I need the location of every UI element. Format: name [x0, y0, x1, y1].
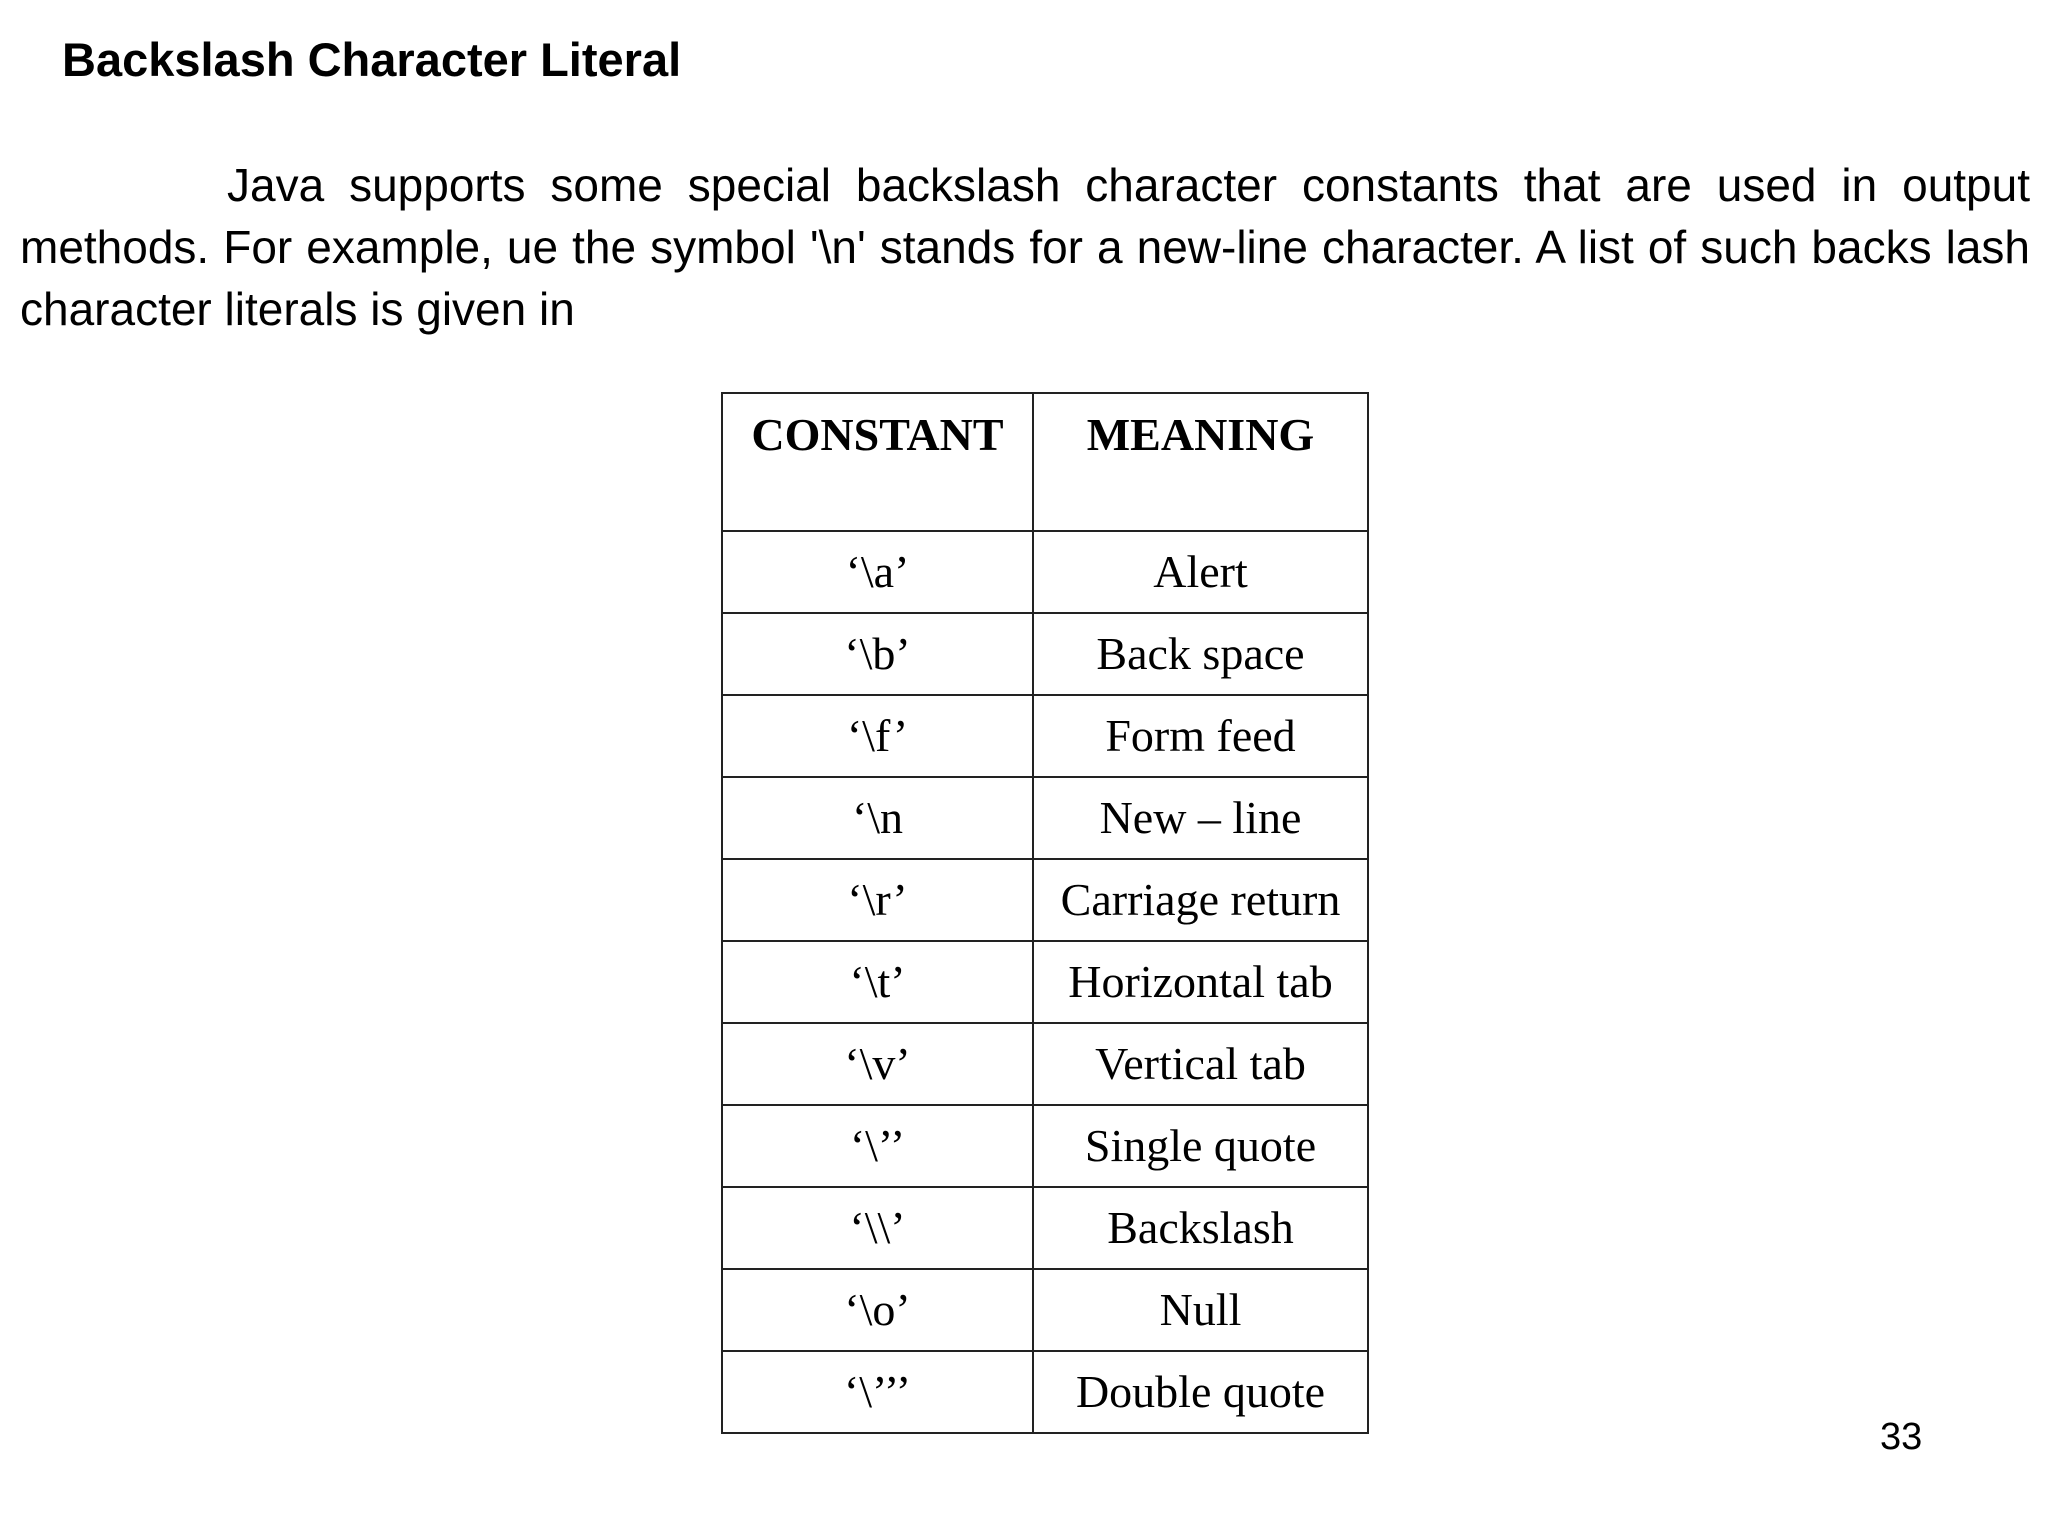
- intro-paragraph: Java supports some special backslash character constants that are used in output methods. For example, ue the symbol '\n' stands for a new-line character. A list of such backs lash character literals is given in: [20, 159, 2030, 335]
- table-row: [722, 1187, 1368, 1269]
- table-row: [722, 695, 1368, 777]
- meaning-cell: New – line: [1033, 777, 1368, 859]
- meaning-cell: Single quote: [1033, 1105, 1368, 1187]
- page-number: 33: [1880, 1416, 1923, 1458]
- table-row: [722, 1269, 1368, 1351]
- literals-table-container: [721, 392, 1369, 1434]
- constant-cell: ‘\\’: [722, 1187, 1033, 1269]
- constant-cell: ‘\a’: [722, 531, 1033, 613]
- meaning-cell: Double quote: [1033, 1351, 1368, 1433]
- table-row: [722, 777, 1368, 859]
- table-row: [722, 859, 1368, 941]
- constant-cell: ‘\t’: [722, 941, 1033, 1023]
- meaning-cell: Alert: [1033, 531, 1368, 613]
- table-row: [722, 941, 1368, 1023]
- page-title: Backslash Character Literal: [62, 33, 682, 86]
- constant-cell: ‘\’’: [722, 1105, 1033, 1187]
- constant-cell: ‘\’’’: [722, 1351, 1033, 1433]
- meaning-cell: Horizontal tab: [1033, 941, 1368, 1023]
- backslash-literals-table: [721, 392, 1369, 1434]
- header-meaning: MEANING: [1033, 393, 1368, 531]
- constant-cell: ‘\n: [722, 777, 1033, 859]
- header-constant: CONSTANT: [722, 393, 1033, 531]
- meaning-cell: Vertical tab: [1033, 1023, 1368, 1105]
- constant-cell: ‘\o’: [722, 1269, 1033, 1351]
- table-row: [722, 1351, 1368, 1433]
- constant-cell: ‘\f’: [722, 695, 1033, 777]
- table-header-row: [722, 393, 1368, 531]
- constant-cell: ‘\r’: [722, 859, 1033, 941]
- table-row: [722, 613, 1368, 695]
- table-row: [722, 531, 1368, 613]
- meaning-cell: Backslash: [1033, 1187, 1368, 1269]
- table-row: [722, 1105, 1368, 1187]
- meaning-cell: Null: [1033, 1269, 1368, 1351]
- meaning-cell: Back space: [1033, 613, 1368, 695]
- constant-cell: ‘\b’: [722, 613, 1033, 695]
- table-row: [722, 1023, 1368, 1105]
- meaning-cell: Carriage return: [1033, 859, 1368, 941]
- constant-cell: ‘\v’: [722, 1023, 1033, 1105]
- meaning-cell: Form feed: [1033, 695, 1368, 777]
